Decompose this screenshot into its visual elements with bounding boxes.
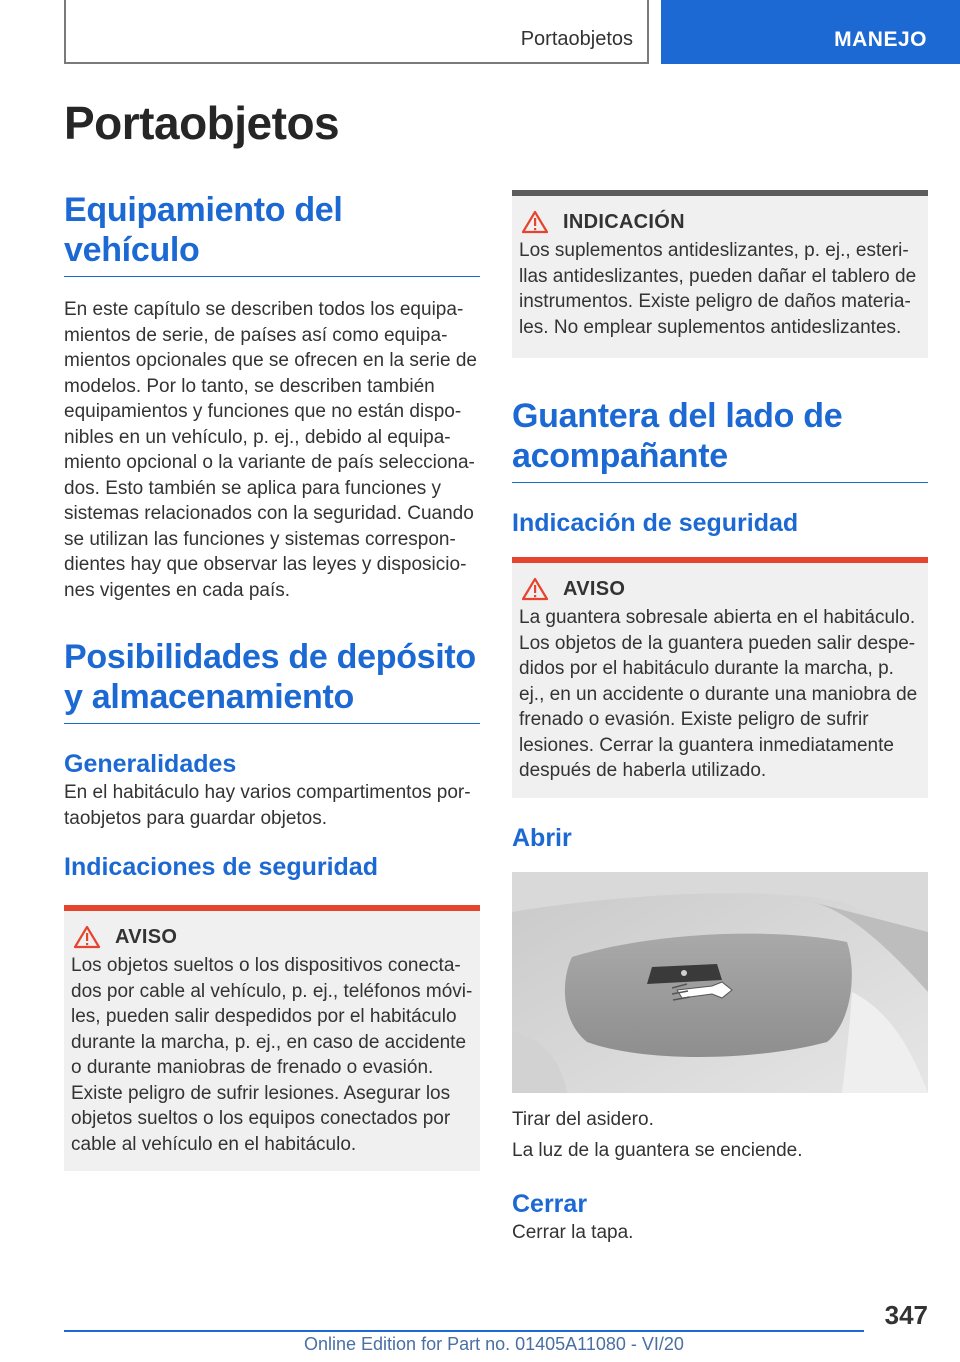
footer-divider [64,1330,864,1332]
heading-indicacion: Indicación de seguridad [512,509,799,537]
notice-text: Los suplementos antideslizantes, p. ej., esterillas antideslizantes, pueden dañar el tablero de instrumentos. Existe peligro de daños materiales. No emplear suplementos antideslizantes. [519,240,917,338]
header-section-box [64,0,649,64]
warning-title: AVISO [563,577,626,600]
glovebox-illustration [512,872,928,1093]
warning-box-objects [64,905,480,1171]
left-column [64,190,480,1171]
warning-text: Los objetos sueltos o los dispositivos conectados por cable al vehículo, p. ej., teléfonos móviles, pueden salir despedidos por el habitáculo durante la marcha, p. ej., en caso de accidente o durante maniobras de frenado o evasión. Existe peligro de sufrir lesiones. Asegurar los objetos sueltos o los equipos conectados por cable al vehículo en el habitáculo. [71,955,473,1155]
glovebox-image [512,872,928,1093]
notice-title: INDICACIÓN [563,210,685,233]
header-chapter-label: MANEJO [834,28,927,51]
warning-triangle-icon [522,577,548,601]
paragraph-abrir-2: La luz de la guantera se enciende. [512,1140,803,1161]
paragraph-cerrar: Cerrar la tapa. [512,1221,634,1243]
page-title: Portaobjetos [64,97,340,149]
heading-equipamiento: Equipamiento del vehículo [64,190,480,277]
warning-box-guantera [512,557,928,798]
right-column [512,190,928,1245]
warning-title: AVISO [115,925,178,948]
footer-edition: Online Edition for Part no. 01405A11080 - VI/20 [304,1334,684,1354]
warning-text: La guantera sobresale abierta en el habitáculo. Los objetos de la guantera pueden salir despedidos por el habitáculo durante la marcha, p. ej., en un accidente o durante una maniobra de frenado o evasión. Existe peligro de sufrir lesiones. Cerrar la guantera inmediatamente después de haberla utilizado. [519,607,918,781]
paragraph-equipamiento: En este capítulo se describen todos los equipamientos de serie, de países así como equipamientos opcionales que se ofrecen en la serie de modelos. Por lo tanto, se describen también equipamientos y funciones que no están disponibles en un vehículo, p. ej., debido al equipamiento opcional o la variante de país seleccionados. Esto también se aplica para funciones y sistemas relacionados con la seguridad. Cuando se utilizan las funciones y sistemas correspondientes hay que observar las leyes y disposiciones vigentes en cada país. [64,299,477,601]
heading-guantera: Guantera del lado de acompañante [512,396,928,483]
notice-triangle-icon [522,210,548,234]
page-header [0,0,960,66]
paragraph-generalidades: En el habitáculo hay varios compartimentos portaobjetos para guardar objetos. [64,782,471,829]
heading-abrir: Abrir [512,823,572,852]
header-section-title: Portaobjetos [520,28,633,50]
paragraph-abrir-1: Tirar del asidero. [512,1108,654,1130]
heading-indicaciones: Indicaciones de seguridad [64,853,378,881]
header-chapter-tab [661,0,960,64]
warning-triangle-icon [74,925,100,949]
page-number: 347 [884,1300,928,1330]
notice-box-antideslizantes [512,190,928,358]
heading-generalidades: Generalidades [64,750,237,778]
heading-posibilidades: Posibilidades de depósito y almacenamiento [64,637,480,724]
heading-cerrar: Cerrar [512,1189,588,1218]
